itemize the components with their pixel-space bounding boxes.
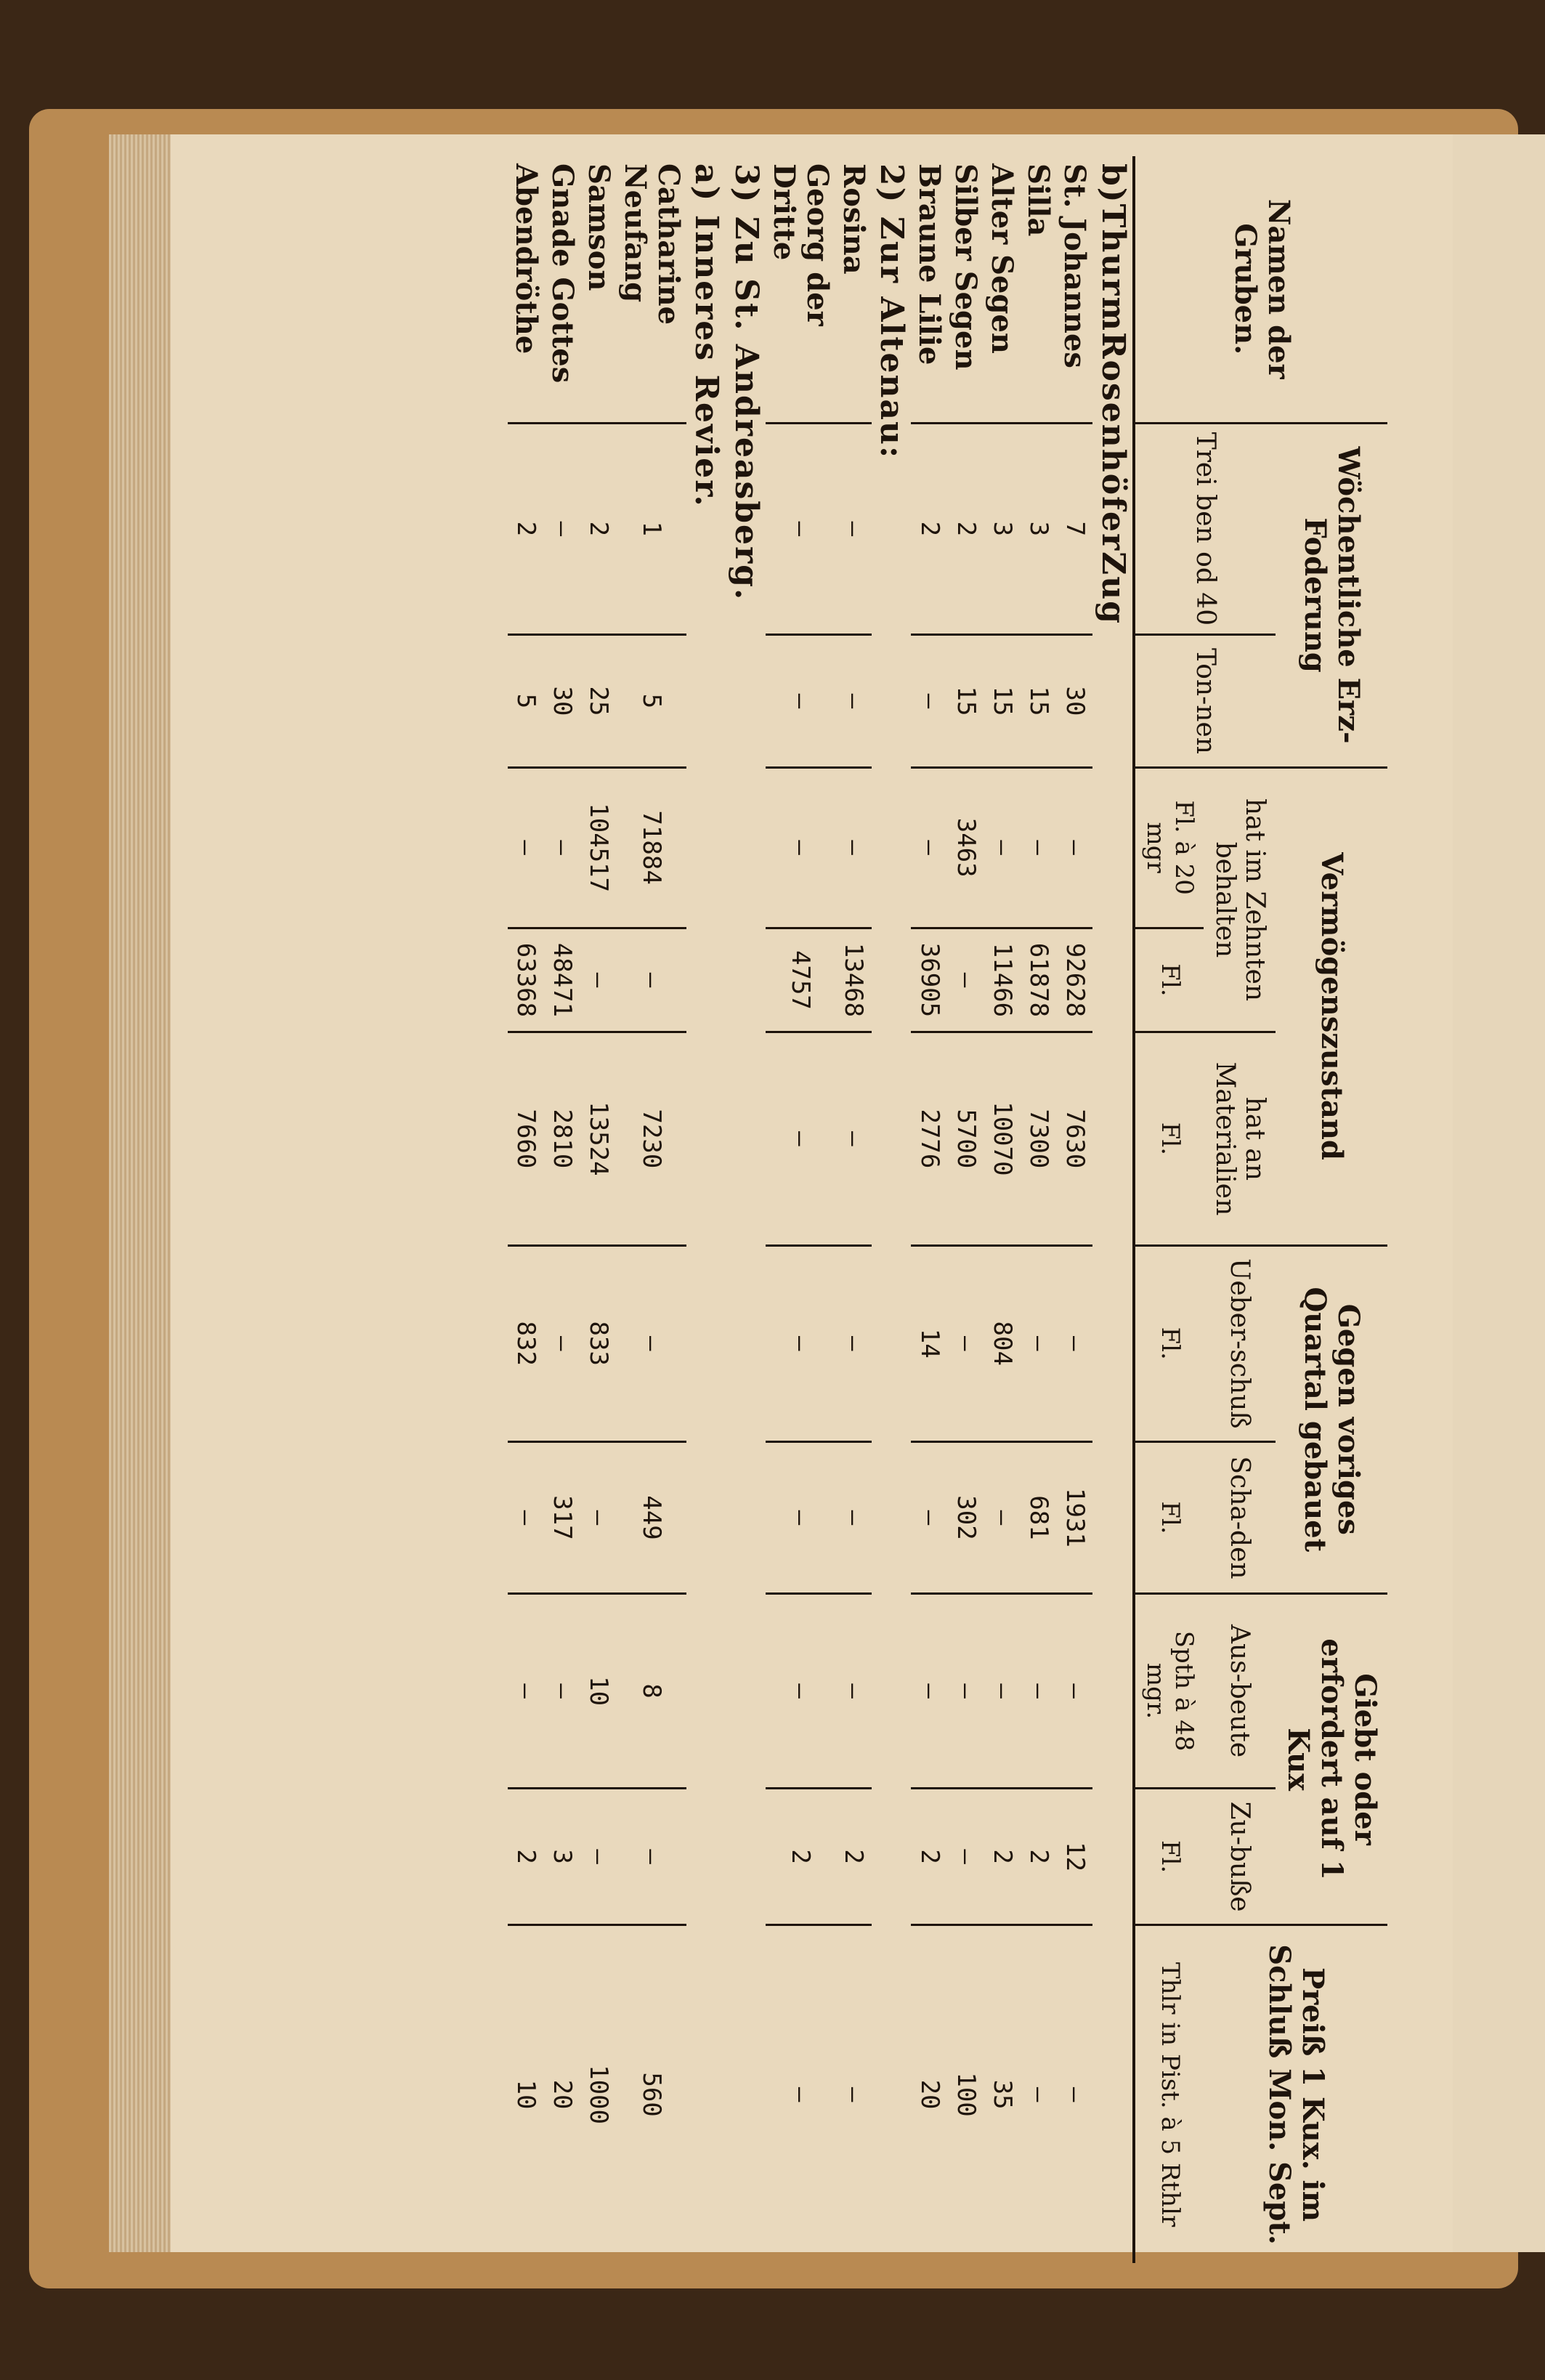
cell: 61878 [1020, 928, 1056, 1032]
cell: 36905 [911, 928, 947, 1032]
mine-name: Braune Lilie [911, 156, 947, 423]
cell: 71884 [617, 767, 686, 928]
header-assets: Vermögenszustand [1276, 767, 1387, 1245]
cell: 2 [580, 423, 617, 635]
unit-materialien: Fl. [1134, 1032, 1204, 1245]
cell: 7230 [617, 1032, 686, 1245]
cell: — [1020, 1245, 1056, 1441]
cell: 560 [637, 2072, 667, 2117]
table-row [984, 156, 1020, 2263]
header-name: Namen der Gruben. [1134, 156, 1387, 423]
unit-schaden: Fl. [1134, 1441, 1204, 1593]
cell: 20 [915, 2079, 944, 2110]
cell: 11466 [984, 928, 1020, 1032]
unit-ausbeute: Spth à 48 mgr. [1134, 1594, 1204, 1789]
cell: 7300 [1020, 1032, 1056, 1245]
cell: 92628 [1056, 928, 1092, 1032]
cell: — [766, 1032, 835, 1245]
cell: — [580, 1441, 617, 1593]
cell: 10 [580, 1594, 617, 1789]
header-quarter-ueberschuss: Ueber-schuß [1204, 1245, 1276, 1441]
table-row [947, 156, 984, 2263]
cell: 7660 [508, 1032, 544, 1245]
table-row [1056, 156, 1092, 2263]
mine-name: Abendröthe [508, 156, 544, 423]
mine-name: St. Johannes [1056, 156, 1092, 423]
facing-page [1453, 134, 1545, 2252]
cell: 2 [508, 423, 544, 635]
cell: 5 [508, 635, 544, 767]
cell: 5 [617, 635, 686, 767]
cell: 2810 [544, 1032, 580, 1245]
table-row [580, 156, 617, 2263]
mine-name: Gnade Gottes [544, 156, 580, 423]
table-row [1020, 156, 1056, 2263]
cell: 832 [508, 1245, 544, 1441]
unit-price: Thlr in Pist. à 5 Rthlr [1134, 1925, 1204, 2263]
cell: 1 [617, 423, 686, 635]
header-quarter-schaden: Scha-den [1204, 1441, 1276, 1593]
cell: 30 [1056, 635, 1092, 767]
cell: — [947, 1245, 984, 1441]
header-yield-zubusse: Zu-buße [1204, 1789, 1276, 1925]
cell: 104517 [580, 767, 617, 928]
cell: 2 [508, 1789, 544, 1925]
cell: 35 [987, 2079, 1017, 2110]
cell: 63368 [508, 928, 544, 1032]
table-row [617, 156, 686, 2263]
cell: — [766, 1245, 835, 1441]
cell: — [947, 928, 984, 1032]
cell: — [786, 2086, 816, 2102]
section-row [872, 156, 912, 2263]
cell: 2 [766, 1789, 835, 1925]
section-row [686, 156, 726, 2263]
cell: 30 [544, 635, 580, 767]
cell: 2 [984, 1789, 1020, 1925]
cell: — [766, 1594, 835, 1789]
cell: 4757 [766, 928, 835, 1032]
section-row [726, 156, 766, 2263]
cell: 2 [911, 423, 947, 635]
unit-zubusse: Fl. [1134, 1789, 1204, 1925]
section-label: 3) Zu St. Andreasberg. [727, 163, 765, 602]
cell: 302 [947, 1441, 984, 1593]
cell: 20 [548, 2079, 577, 2110]
cell: — [947, 1594, 984, 1789]
section-label: b)ThurmRosenhöferZug [1095, 163, 1132, 626]
table-row [835, 156, 872, 2263]
cell: 3 [1020, 423, 1056, 635]
cell: — [911, 767, 947, 928]
page-edges [109, 134, 174, 2252]
cell: 100 [951, 2072, 981, 2117]
cell: — [835, 1245, 872, 1441]
table-row [766, 156, 835, 2263]
cell: — [617, 928, 686, 1032]
cell: — [544, 1594, 580, 1789]
mine-table-rotated [312, 156, 1387, 2263]
header-quarter: Gegen voriges Quartal gebauet [1276, 1245, 1387, 1594]
cell: — [835, 1594, 872, 1789]
cell: 317 [544, 1441, 580, 1593]
cell: 833 [580, 1245, 617, 1441]
cell: — [617, 1245, 686, 1441]
cell: — [984, 1441, 1020, 1593]
cell: 804 [984, 1245, 1020, 1441]
cell: 7630 [1056, 1032, 1092, 1245]
cell: — [835, 1441, 872, 1593]
cell: — [1056, 1594, 1092, 1789]
cell: — [544, 1245, 580, 1441]
cell: — [911, 635, 947, 767]
header-price: Preiß 1 Kux. im Schluß Mon. Sept. [1262, 1944, 1330, 2245]
mine-name: Silla [1020, 156, 1056, 423]
mine-name: Silber Segen [947, 156, 984, 423]
cell: 25 [580, 635, 617, 767]
cell: — [835, 423, 872, 635]
cell: — [835, 767, 872, 928]
cell: 10070 [984, 1032, 1020, 1245]
cell: 48471 [544, 928, 580, 1032]
section-row [1092, 156, 1134, 2263]
section-label: 2) Zur Altenau: [873, 163, 911, 460]
header-yield-ausbeute: Aus-beute [1204, 1594, 1276, 1789]
cell: 681 [1020, 1441, 1056, 1593]
cell: 1931 [1056, 1441, 1092, 1593]
cell: — [766, 1441, 835, 1593]
cell: 7 [1056, 423, 1092, 635]
cell: 15 [984, 635, 1020, 767]
cell: — [1060, 2086, 1090, 2102]
header-weekly-tonnen: Ton-nen [1134, 635, 1276, 767]
cell: — [835, 635, 872, 767]
cell: — [617, 1789, 686, 1925]
mine-name: Alter Segen [984, 156, 1020, 423]
header-weekly-treiben: Trei ben od 40 [1134, 423, 1276, 635]
cell: — [1023, 2086, 1053, 2102]
cell: — [580, 928, 617, 1032]
cell: — [1056, 1245, 1092, 1441]
mine-name: Samson [580, 156, 617, 423]
cell: 8 [617, 1594, 686, 1789]
cell: — [544, 423, 580, 635]
cell: 14 [911, 1245, 947, 1441]
cell: — [1056, 767, 1092, 928]
cell: — [544, 767, 580, 928]
cell: — [911, 1441, 947, 1593]
cell: 3 [984, 423, 1020, 635]
cell: 3 [544, 1789, 580, 1925]
cell: — [508, 1594, 544, 1789]
cell: 10 [511, 2079, 541, 2110]
cell: — [839, 2086, 869, 2102]
header-yield: Giebt oder erfordert auf 1 Kux [1276, 1594, 1387, 1925]
cell: — [766, 635, 835, 767]
cell: — [508, 767, 544, 928]
cell: — [835, 1032, 872, 1245]
cell: 13524 [580, 1032, 617, 1245]
header-assets-materialien: hat an Materialien [1204, 1032, 1276, 1245]
cell: — [984, 1594, 1020, 1789]
cell: 12 [1056, 1789, 1092, 1925]
cell: 13468 [835, 928, 872, 1032]
table-row [911, 156, 947, 2263]
cell: 1000 [584, 2065, 614, 2124]
cell: 15 [947, 635, 984, 767]
cell: 3463 [947, 767, 984, 928]
cell: 2 [911, 1789, 947, 1925]
section-label: a) Inneres Revier. [688, 163, 726, 508]
cell: 2 [1020, 1789, 1056, 1925]
cell: 15 [1020, 635, 1056, 767]
header-assets-zehnten: hat im Zehnten behalten [1204, 767, 1276, 1032]
mine-name: Georg der Dritte [766, 156, 835, 423]
table-row [544, 156, 580, 2263]
mine-name: Catharine Neufang [617, 156, 686, 423]
cell: — [911, 1594, 947, 1789]
mine-table [508, 156, 1387, 2263]
cell: — [766, 767, 835, 928]
cell: — [508, 1441, 544, 1593]
unit-schuld: Fl. [1134, 928, 1204, 1032]
header-weekly: Wöchentliche Erz-Foderung [1276, 423, 1387, 767]
cell: 2776 [911, 1032, 947, 1245]
unit-ueberschuss: Fl. [1134, 1245, 1204, 1441]
cell: — [1020, 767, 1056, 928]
cell: 2 [835, 1789, 872, 1925]
cell: — [984, 767, 1020, 928]
table-row [508, 156, 544, 2263]
cell: 5700 [947, 1032, 984, 1245]
cell: 449 [617, 1441, 686, 1593]
mine-name: Rosina [835, 156, 872, 423]
cell: — [580, 1789, 617, 1925]
unit-vorrath: Fl. à 20 mgr [1134, 767, 1204, 928]
cell: — [766, 423, 835, 635]
cell: — [947, 1789, 984, 1925]
cell: — [1020, 1594, 1056, 1789]
cell: 2 [947, 423, 984, 635]
